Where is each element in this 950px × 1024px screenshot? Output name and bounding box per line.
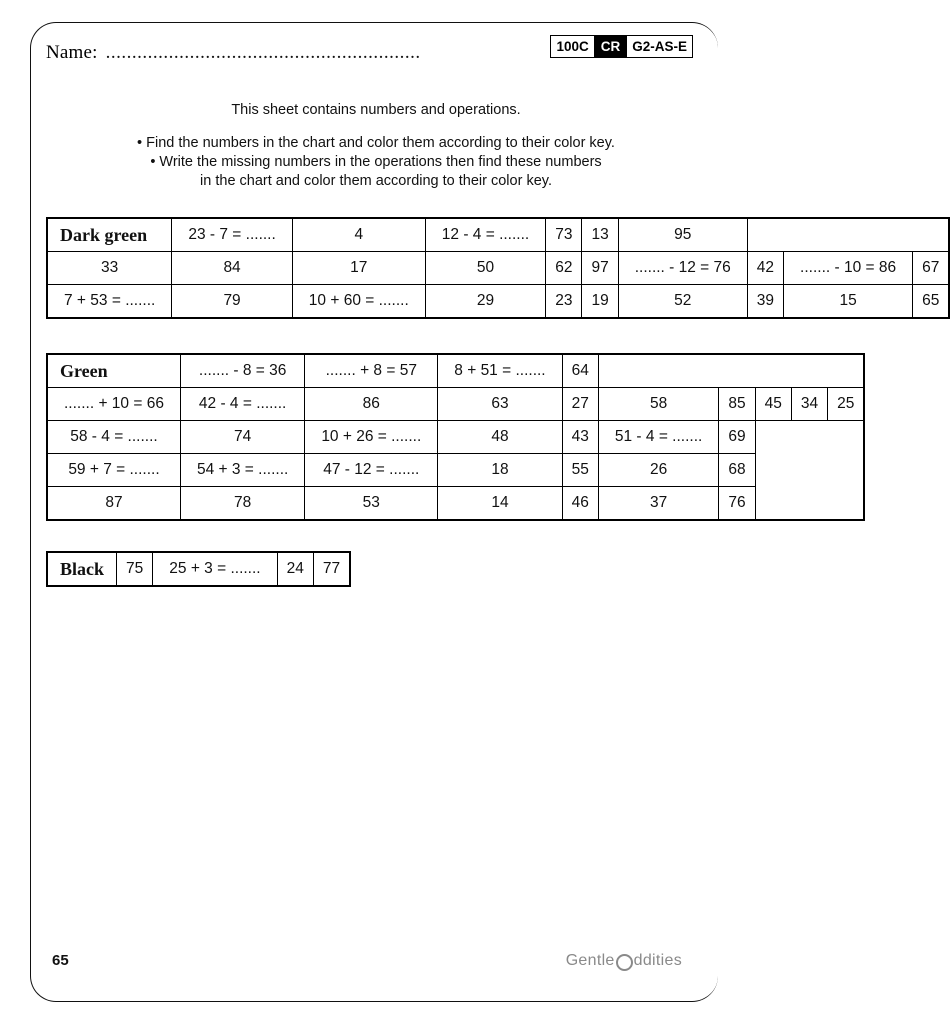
code-middle: CR xyxy=(594,36,628,57)
name-label: Name: xyxy=(46,42,98,63)
color-key-label: Dark green xyxy=(47,218,172,252)
color-key-label: Green xyxy=(47,354,180,388)
table-row xyxy=(47,421,864,454)
number-cell[interactable]: 79 xyxy=(172,285,292,319)
page-number: 65 xyxy=(52,952,69,969)
operation-cell[interactable]: 7 + 53 = ....... xyxy=(47,285,172,319)
number-cell[interactable]: 24 xyxy=(277,552,313,586)
operation-cell[interactable]: 10 + 26 = ....... xyxy=(305,421,438,454)
number-cell[interactable]: 95 xyxy=(618,218,747,252)
number-cell[interactable]: 76 xyxy=(719,487,755,521)
number-cell[interactable]: 68 xyxy=(719,454,755,487)
number-cell[interactable]: 25 xyxy=(828,388,865,421)
table-row xyxy=(47,354,864,388)
number-cell[interactable]: 50 xyxy=(425,252,545,285)
operation-cell[interactable]: ....... + 10 = 66 xyxy=(47,388,180,421)
number-cell[interactable]: 48 xyxy=(438,421,562,454)
number-cell[interactable]: 97 xyxy=(582,252,618,285)
number-cell[interactable]: 26 xyxy=(598,454,718,487)
operation-cell[interactable]: 42 - 4 = ....... xyxy=(180,388,304,421)
operation-cell[interactable]: 12 - 4 = ....... xyxy=(425,218,545,252)
number-cell[interactable]: 62 xyxy=(546,252,582,285)
number-cell[interactable]: 67 xyxy=(913,252,950,285)
number-cell[interactable]: 23 xyxy=(546,285,582,319)
number-cell[interactable]: 78 xyxy=(180,487,304,521)
operation-cell[interactable]: 47 - 12 = ....... xyxy=(305,454,438,487)
table-row xyxy=(47,487,864,521)
number-cell[interactable]: 14 xyxy=(438,487,562,521)
number-cell[interactable]: 55 xyxy=(562,454,598,487)
code-left: 100C xyxy=(556,39,589,54)
number-cell[interactable]: 73 xyxy=(546,218,582,252)
number-cell[interactable]: 58 xyxy=(598,388,718,421)
operation-cell[interactable]: 54 + 3 = ....... xyxy=(180,454,304,487)
table xyxy=(46,217,950,319)
color-table-dark-green xyxy=(46,217,940,319)
number-cell[interactable]: 27 xyxy=(562,388,598,421)
intro-line: This sheet contains numbers and operations. xyxy=(231,102,521,118)
number-cell[interactable]: 64 xyxy=(562,354,598,388)
color-table-black xyxy=(46,551,706,587)
table-row xyxy=(47,388,864,421)
number-cell[interactable]: 29 xyxy=(425,285,545,319)
operation-cell[interactable]: 23 - 7 = ....... xyxy=(172,218,292,252)
number-cell[interactable]: 4 xyxy=(292,218,425,252)
operation-cell[interactable]: ....... - 8 = 36 xyxy=(180,354,304,388)
operation-cell[interactable]: 25 + 3 = ....... xyxy=(153,552,277,586)
number-cell[interactable]: 53 xyxy=(305,487,438,521)
instructions xyxy=(46,134,706,191)
color-key-label: Black xyxy=(47,552,117,586)
table-row xyxy=(47,252,949,285)
operation-cell[interactable]: ....... - 12 = 76 xyxy=(618,252,747,285)
brand-logo xyxy=(566,952,682,970)
instruction-bullet-2-cont: in the chart and color them according to their color key. xyxy=(200,173,552,189)
number-cell[interactable]: 33 xyxy=(47,252,172,285)
number-cell[interactable]: 74 xyxy=(180,421,304,454)
color-table-green xyxy=(46,353,855,521)
number-cell[interactable]: 52 xyxy=(618,285,747,319)
number-cell[interactable]: 87 xyxy=(47,487,180,521)
table-row xyxy=(47,552,350,586)
table-row xyxy=(47,454,864,487)
number-cell[interactable]: 69 xyxy=(719,421,755,454)
worksheet-code-badge xyxy=(550,35,693,58)
brand-text-1: Gentle xyxy=(565,952,615,969)
table-row xyxy=(47,218,949,252)
number-cell[interactable]: 43 xyxy=(562,421,598,454)
table-row xyxy=(47,285,949,319)
operation-cell[interactable]: ....... - 10 = 86 xyxy=(784,252,913,285)
instruction-bullet-1: • Find the numbers in the chart and color them according to their color key. xyxy=(137,135,615,151)
number-cell[interactable]: 45 xyxy=(755,388,791,421)
number-cell[interactable]: 46 xyxy=(562,487,598,521)
brand-text-2: ddities xyxy=(633,952,682,969)
number-cell[interactable]: 18 xyxy=(438,454,562,487)
operation-cell[interactable]: 8 + 51 = ....... xyxy=(438,354,562,388)
number-cell[interactable]: 84 xyxy=(172,252,292,285)
number-cell[interactable]: 75 xyxy=(117,552,153,586)
operation-cell[interactable]: 59 + 7 = ....... xyxy=(47,454,180,487)
brand-ring-icon xyxy=(616,954,633,971)
operation-cell[interactable]: 51 - 4 = ....... xyxy=(598,421,718,454)
page-content xyxy=(46,30,940,593)
instruction-bullet-2: • Write the missing numbers in the operations then find these numbers xyxy=(150,154,602,170)
number-cell[interactable]: 63 xyxy=(438,388,562,421)
code-right: G2-AS-E xyxy=(632,39,687,54)
name-blank-line[interactable]: ............................................................ xyxy=(105,42,421,63)
number-cell[interactable]: 86 xyxy=(305,388,438,421)
number-cell[interactable]: 77 xyxy=(313,552,350,586)
number-cell[interactable]: 65 xyxy=(913,285,950,319)
operation-cell[interactable]: ....... + 8 = 57 xyxy=(305,354,438,388)
number-cell[interactable]: 15 xyxy=(784,285,913,319)
number-cell[interactable]: 42 xyxy=(747,252,783,285)
number-cell[interactable]: 13 xyxy=(582,218,618,252)
table xyxy=(46,353,865,521)
number-cell[interactable]: 37 xyxy=(598,487,718,521)
number-cell[interactable]: 19 xyxy=(582,285,618,319)
number-cell[interactable]: 34 xyxy=(791,388,827,421)
color-key-tables xyxy=(46,217,940,587)
operation-cell[interactable]: 58 - 4 = ....... xyxy=(47,421,180,454)
number-cell[interactable]: 39 xyxy=(747,285,783,319)
operation-cell[interactable]: 10 + 60 = ....... xyxy=(292,285,425,319)
table xyxy=(46,551,351,587)
number-cell[interactable]: 85 xyxy=(719,388,755,421)
number-cell[interactable]: 17 xyxy=(292,252,425,285)
